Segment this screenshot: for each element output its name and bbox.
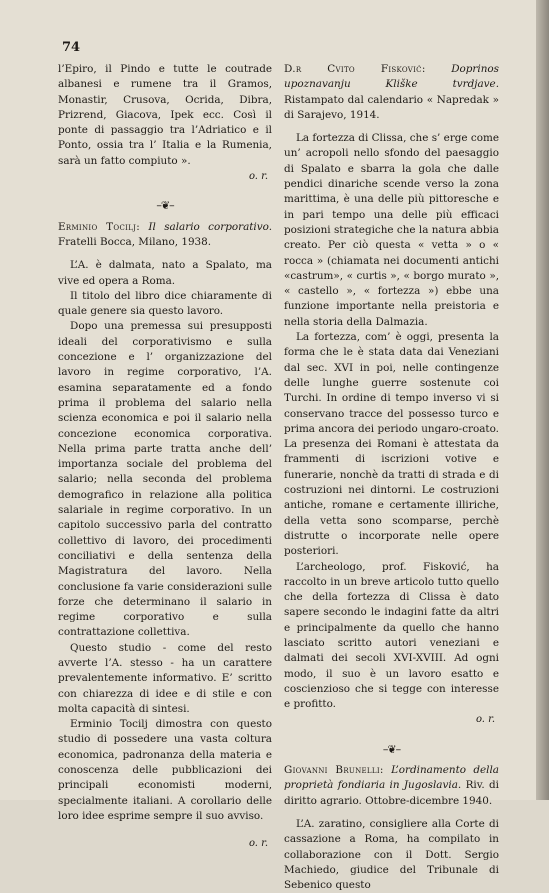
right-column (284, 62, 499, 893)
left-column (58, 62, 272, 852)
review-heading (284, 62, 499, 123)
paragraph: l’Epiro, il Pindo e tutte le coutrade albanesi e rumene tra il Gramos, Monastir, Crusova, Ocrida, Dibra, Prizrend, Giacova, Ipek ecc. Così il ponte di passaggio tra l’Adriatico e il Ponto, ossia tra l’ Italia e la Rumenia, sarà un fatto compiuto ». (58, 63, 272, 167)
signature: o. r. (475, 714, 495, 726)
review-publication: Riv. di diritto agrario. Ottobre-dicembre 1940. (284, 779, 500, 807)
review-heading (284, 763, 499, 809)
paragraph: La fortezza di Clissa, che s’ erge come un’ acropoli nello sfondo del paesaggio di Spalato e sbarra la gola che dalle pendici dinariche scende verso la zona marittima, è una delle più pittoresche e in pari tempo una delle più efficaci posizioni strategiche che la natura abbia creato. Per ciò questa « vetta » o « rocca » (chiamata nei documenti antichi «castrum», « curtis », « borgo murato », « castello », « fortezza ») ebbe una funzione importante nella preistoria e nella storia della Dalmazia. (284, 132, 499, 328)
paragraph: L’archeologo, prof. Fisković, ha raccolto in un breve articolo tutto quello che della fortezza di Clissa è dato sapere secondo le indagini fatte da altri e principalmente da quello che hanno lasciato scritto autori veneziani e dalmati dei secoli XVI-XVIII. Ad ogni modo, il suo è un lavoro esatto e coscienzioso che si tegge con interesse e profitto. (284, 560, 499, 711)
review-heading (58, 220, 272, 251)
paragraph: L’A. zaratino, consigliere alla Corte di cassazione a Roma, ha compilato in collaborazione con il Dott. Sergio Machiedo, giudice del Tribunale di Sebenico questo (284, 817, 499, 892)
paragraph: La fortezza, com’ è oggi, presenta la forma che le è stata data dai Veneziani dal sec. XVI in poi, nelle contingenze delle lunghe guerre sostenute coi Turchi. In ordine di tempo inverso vi si conservano tracce del possesso turco e prima ancora dei periodo ungaro-croato. La presenza dei Romani è attestata da frammenti di iscrizioni votive e funerarie, nonchè da tratti di strada e di costruzioni nei dintorni. Le costruzioni antiche, romane e certamente illiriche, della vetta sono scomparse, perchè distrutte o incorporate nelle opere posteriori. (284, 331, 499, 558)
review-title: L’ordinamento della proprietà fondiaria in Jugoslavia. (284, 764, 499, 792)
paragraph: Il titolo del libro dice chiaramente di quale genere sia questo lavoro. (58, 289, 272, 318)
signature: o. r. (248, 171, 268, 183)
review-title: Doprinos upoznavanju Kliške tvrdjave. (284, 63, 499, 91)
review-publication: Fratelli Bocca, Milano, 1938. (58, 235, 212, 248)
page-edge (536, 0, 549, 800)
review-title: Il salario corporativo. (148, 220, 273, 233)
paragraph: Erminio Tocilj dimostra con questo studio di possedere una vasta coltura economica, padronanza della materia e conoscenza delle pubblicazioni dei principali economisti moderni, specialmente italiani. A corollario delle loro idee esprime sempre il suo avviso. (58, 718, 272, 822)
paragraph: L’A. è dalmata, nato a Spalato, ma vive ed opera a Roma. (58, 259, 272, 287)
paragraph: Dopo una premessa sui presupposti ideali del corporativismo e sulla concezione e l’ organizzazione del lavoro in regime corporativo, l’A. esamina separatamente ed a fondo prima il problema del salario nella scienza economica e poi il salario nella concezione economica corporativa. Nella prima parte tratta anche dell’ importanza sociale del problema del salario; nella seconda del problema demografico in relazione alla politica salariale in regime corporativo. In un capitolo successivo parla del contratto collettivo di lavoro, dei procedimenti conciliativi e della sentenza della Magistratura del lavoro. Nella conclusione fa varie considerazioni sulle forze che determinano il salario in regime corporativo e sulla contrattazione collettiva. (58, 320, 272, 639)
review-author: Giovanni Brunelli: (284, 764, 384, 777)
ornament-icon: –❦– (382, 742, 401, 756)
page-number: 74 (62, 40, 81, 55)
ornament-icon: –❦– (156, 199, 174, 213)
signature: o. r. (248, 838, 268, 850)
review-author: Erminio Tocilj: (58, 220, 141, 233)
review-publication: Ristampato dal calendario « Napredak » di Sarajevo, 1914. (284, 93, 499, 121)
paragraph: Questo studio - come del resto avverte l’A. stesso - ha un carattere prevalentemente informativo. E’ scritto con chiarezza di idee e di stile e con molta capacità di sintesi. (58, 641, 272, 715)
review-author: D.r Cvito Fisković: (284, 63, 426, 75)
